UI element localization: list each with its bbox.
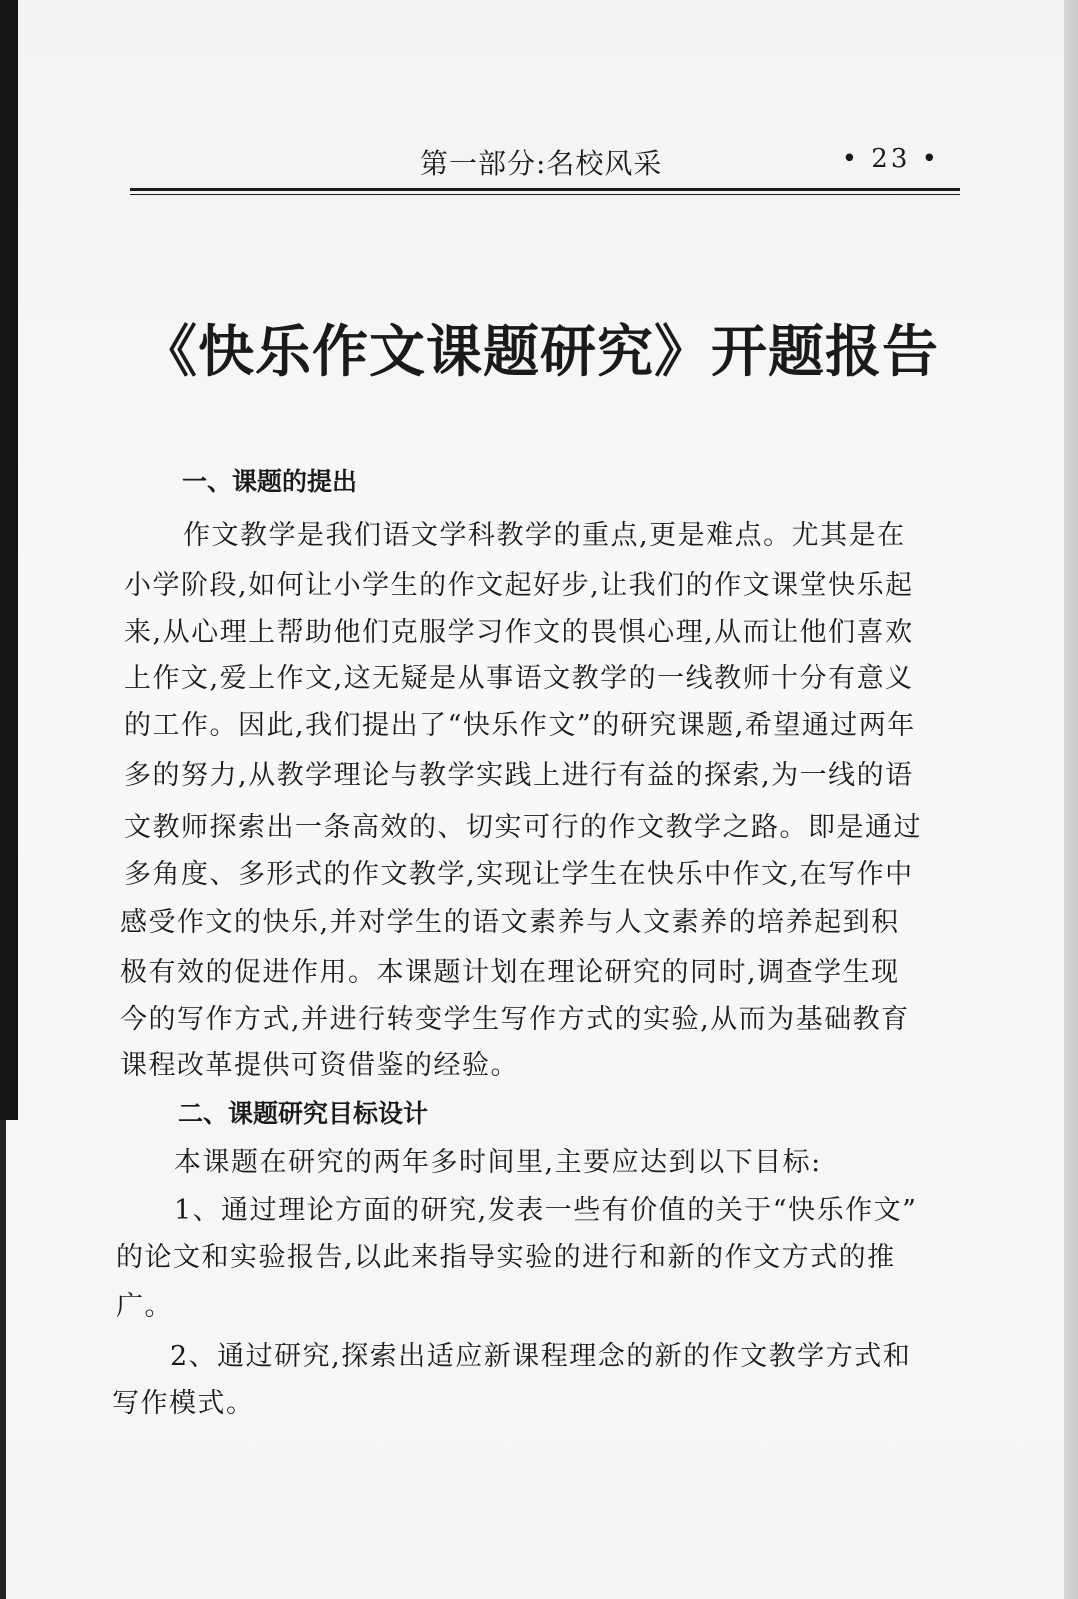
- paragraph-line: 小学阶段,如何让小学生的作文起好步,让我们的作文课堂快乐起: [124, 570, 914, 601]
- paragraph-line: 的工作。因此,我们提出了“快乐作文”的研究课题,希望通过两年: [124, 710, 916, 741]
- paragraph-line: 1、通过理论方面的研究,发表一些有价值的关于“快乐作文”: [174, 1195, 918, 1226]
- binding-shadow: [0, 0, 18, 1120]
- paragraph-line: 作文教学是我们语文学科教学的重点,更是难点。尤其是在: [183, 520, 906, 551]
- page-edge-shadow: [1064, 0, 1078, 1599]
- paragraph-line: 文教师探索出一条高效的、切实可行的作文教学之路。即是通过: [124, 812, 922, 843]
- paragraph-line: 上作文,爱上作文,这无疑是从事语文教学的一线教师十分有意义: [124, 663, 914, 694]
- binding-shadow-lower: [0, 1120, 6, 1599]
- paragraph-line: 来,从心理上帮助他们克服学习作文的畏惧心理,从而让他们喜欢: [124, 617, 914, 648]
- paragraph-line: 极有效的促进作用。本课题计划在理论研究的同时,调查学生现: [120, 957, 900, 988]
- paragraph-line: 2、通过研究,探索出适应新课程理念的新的作文教学方式和: [170, 1341, 912, 1372]
- paragraph-line: 感受作文的快乐,并对学生的语文素养与人文素养的培养起到积: [120, 907, 900, 938]
- header-rule-thin: [130, 194, 960, 195]
- paragraph-line: 多的努力,从教学理论与教学实践上进行有益的探索,为一线的语: [124, 760, 914, 791]
- paragraph-line: 本课题在研究的两年多时间里,主要应达到以下目标:: [174, 1147, 822, 1178]
- paragraph-line: 写作模式。: [112, 1388, 255, 1419]
- paragraph-line: 多角度、多形式的作文教学,实现让学生在快乐中作文,在写作中: [124, 859, 914, 890]
- paragraph-line: 今的写作方式,并进行转变学生写作方式的实验,从而为基础教育: [120, 1004, 910, 1035]
- running-header: [130, 142, 960, 182]
- paragraph-line: 广。: [116, 1291, 173, 1322]
- section-heading-2: 二、课题研究目标设计: [178, 1099, 429, 1128]
- paragraph-line: 课程改革提供可资借鉴的经验。: [120, 1050, 519, 1081]
- document-title: 《快乐作文课题研究》开题报告: [141, 320, 939, 385]
- section-heading-1: 一、课题的提出: [182, 467, 358, 496]
- paragraph-line: 的论文和实验报告,以此来指导实验的进行和新的作文方式的推: [116, 1242, 896, 1273]
- page-number: • 23 •: [841, 144, 940, 174]
- section-name: 第一部分:名校风采: [420, 147, 663, 180]
- header-rule-thick: [130, 188, 960, 191]
